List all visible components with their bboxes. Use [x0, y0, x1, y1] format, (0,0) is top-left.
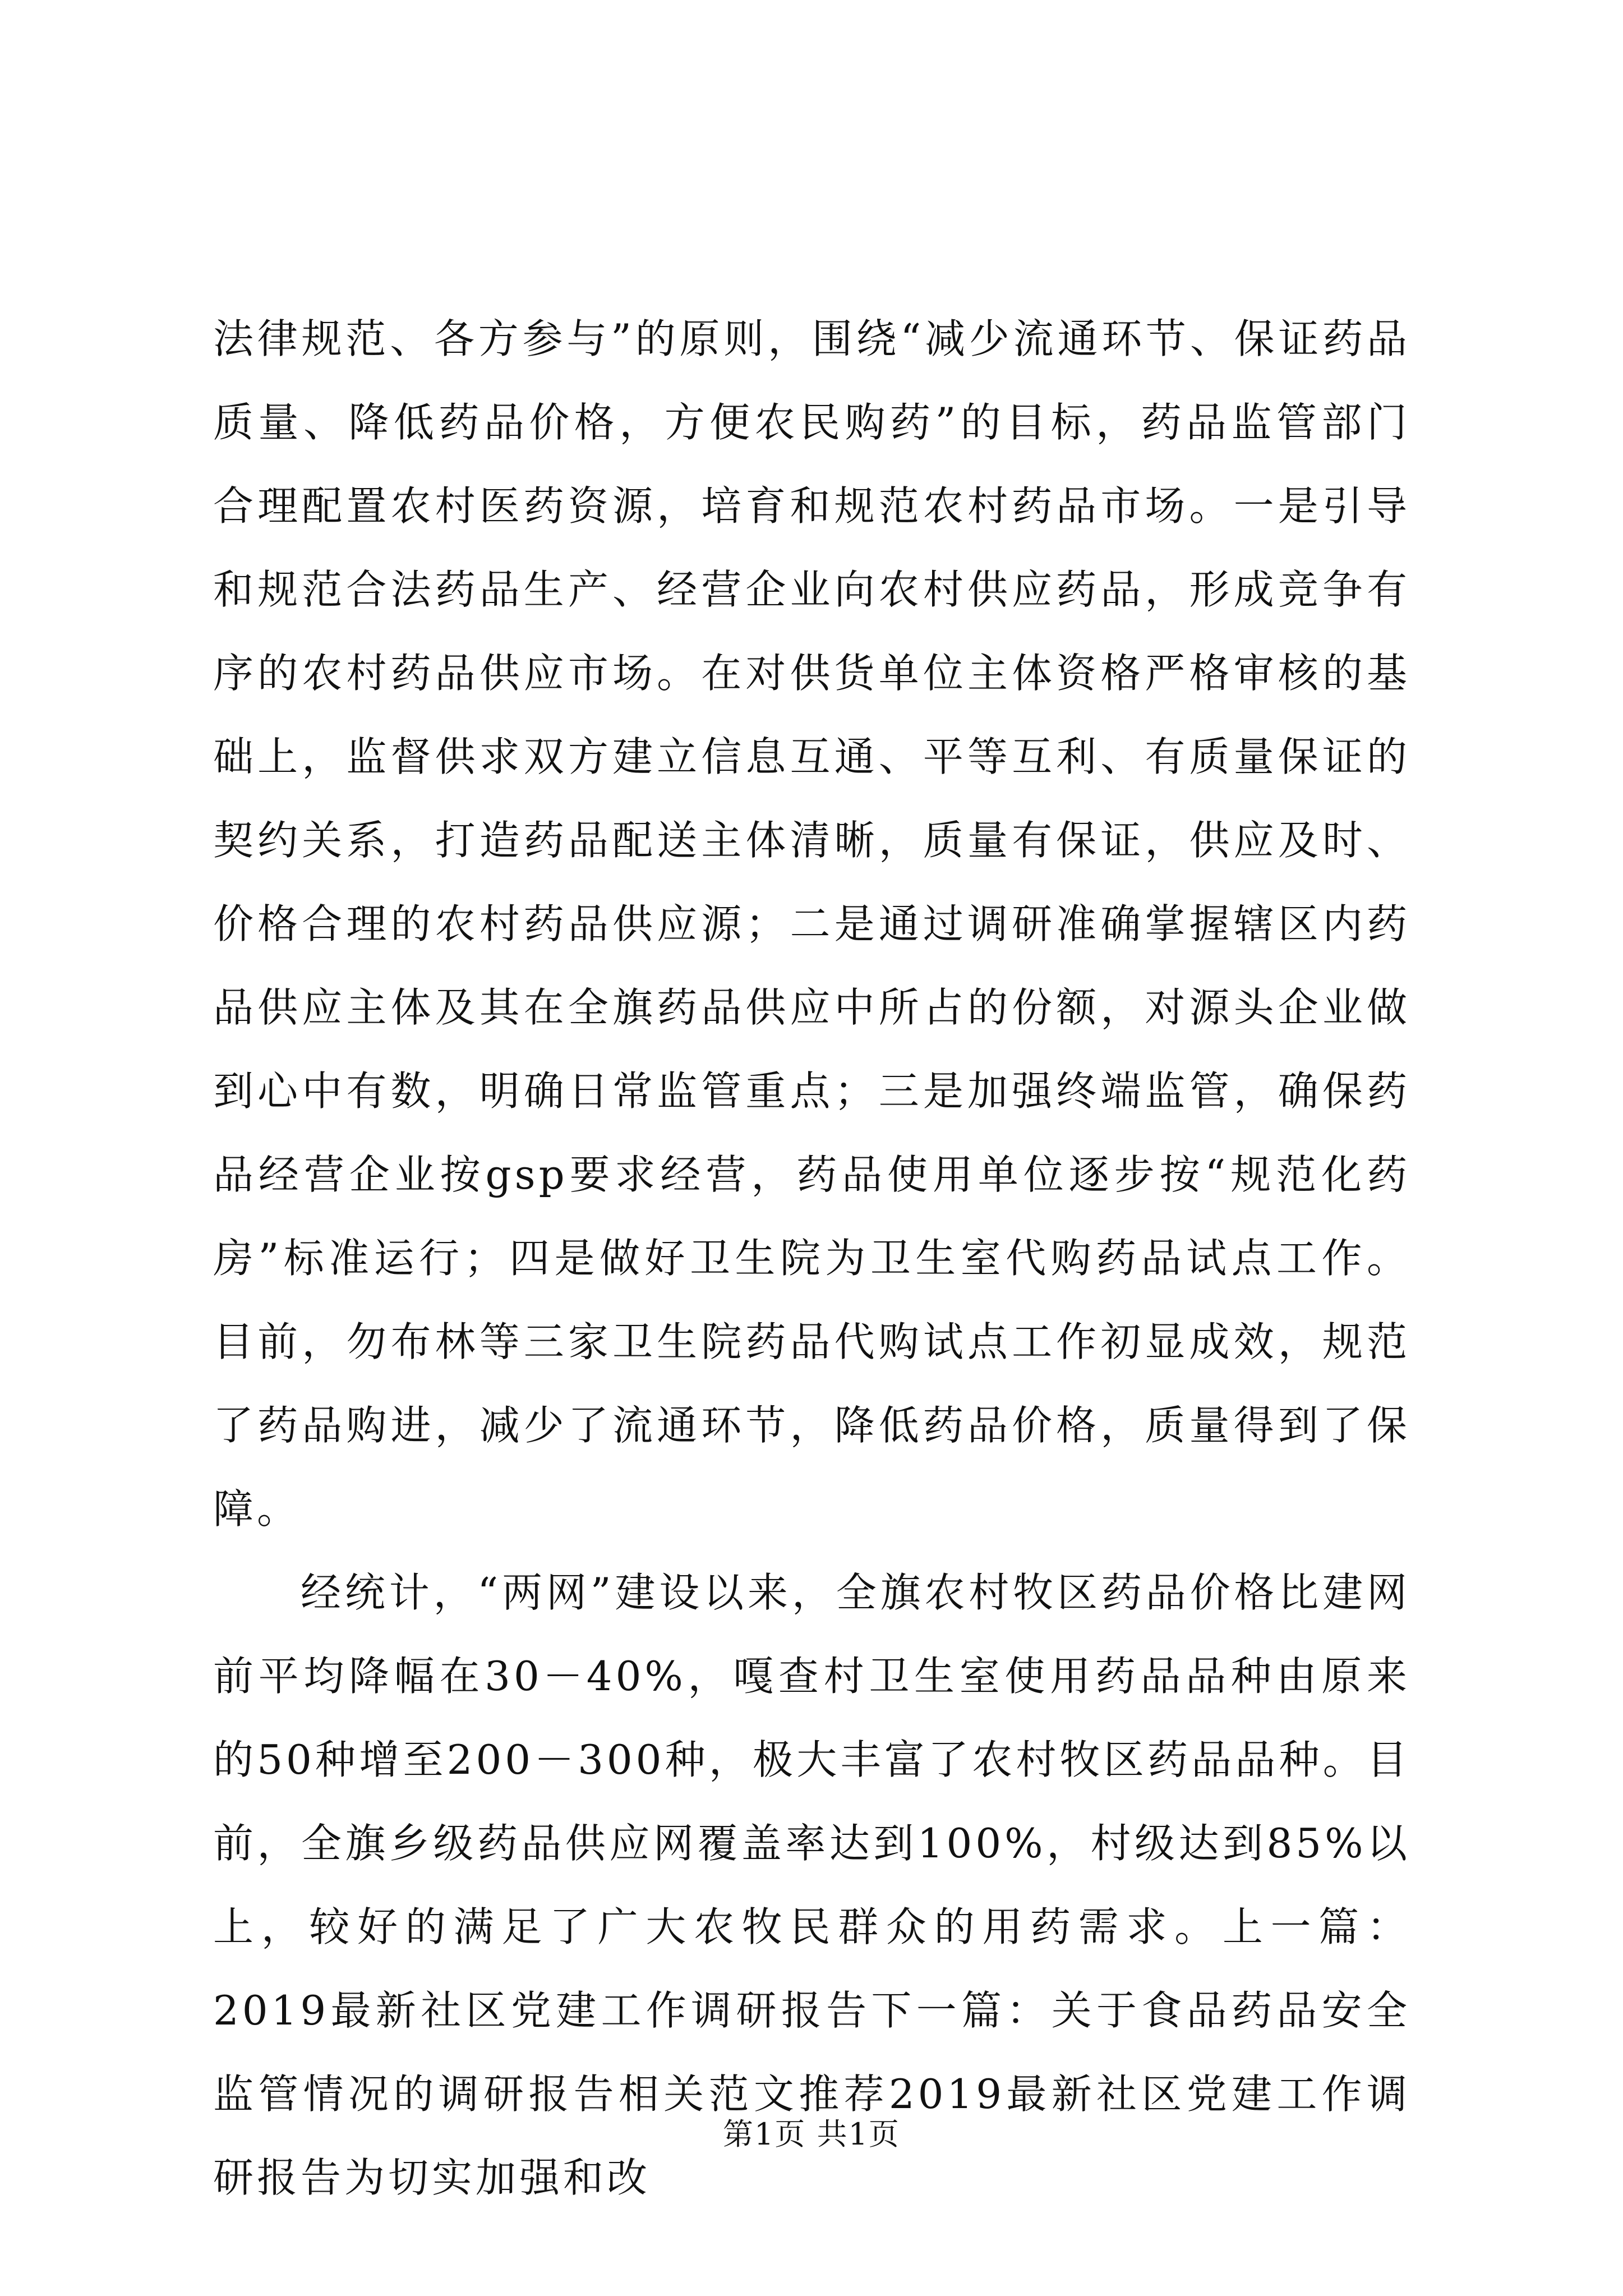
paragraph-1: 法律规范、各方参与”的原则，围绕“减少流通环节、保证药品质量、降低药品价格，方便农民购药”的目标，药品监管部门合理配置农村医药资源，培育和规范农村药品市场。一是引导和规范合法药品生产、经营企业向农村供应药品，形成竞争有序的农村药品供应市场。在对供货单位主体资格严格审核的基础上，监督供求双方建立信息互通、平等互利、有质量保证的契约关系，打造药品配送主体清晰，质量有保证，供应及时、价格合理的农村药品供应源；二是通过调研准确掌握辖区内药品供应主体及其在全旗药品供应中所占的份额，对源头企业做到心中有数，明确日常监管重点；三是加强终端监管，确保药品经营企业按gsp要求经营，药品使用单位逐步按“规范化药房”标准运行；四是做好卫生院为卫生室代购药品试点工作。目前，勿布林等三家卫生院药品代购试点工作初显成效，规范了药品购进，减少了流通环节，降低药品价格，质量得到了保障。: [213, 315, 1410, 1533]
paragraph-2: 经统计，“两网”建设以来，全旗农村牧区药品价格比建网前平均降幅在30－40%，嘎查村卫生室使用药品品种由原来的50种增至200－300种，极大丰富了农村牧区药品品种。目前，全旗乡级药品供应网覆盖率达到100%，村级达到85%以上，较好的满足了广大农牧民群众的用药需求。上一篇：2019最新社区党建工作调研报告下一篇：关于食品药品安全监管情况的调研报告相关范文推荐2019最新社区党建工作调研报告为切实加强和改: [213, 1569, 1410, 2201]
page-number-footer: 第1页 共1页: [723, 2116, 900, 2152]
document-body: [213, 297, 1410, 2220]
